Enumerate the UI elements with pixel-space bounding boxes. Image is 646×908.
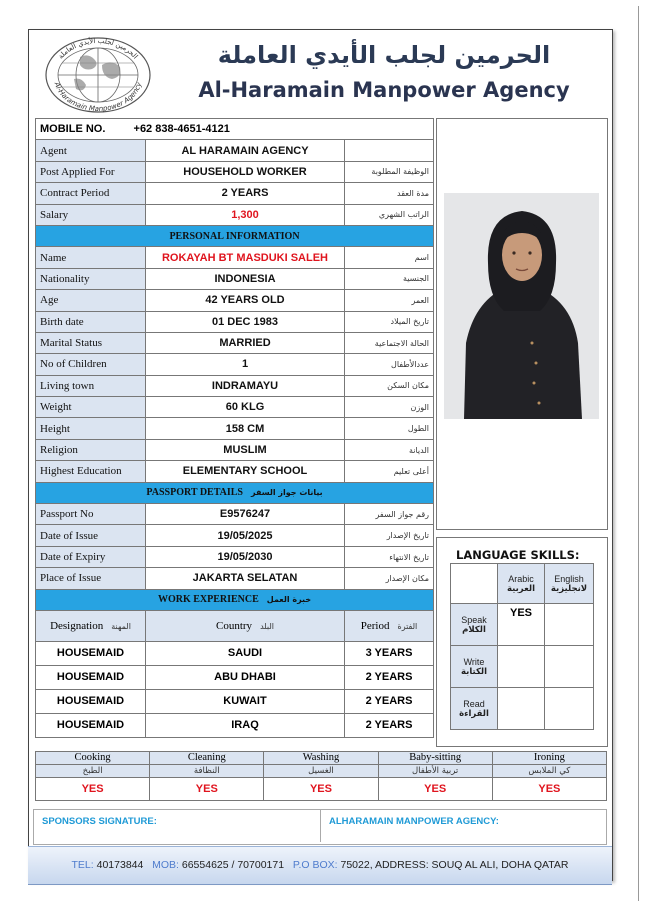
language-skill-label-arabic: القراءة (459, 708, 489, 719)
field-row-post-applied-for (36, 161, 434, 182)
language-skills-table (450, 563, 594, 730)
field-label-arabic: تاريخ الإصدار (345, 525, 434, 546)
field-label: Agent (36, 140, 146, 161)
field-value: JAKARTA SELATAN (146, 568, 345, 589)
agency-name-english: Al-Haramain Manpower Agency (198, 78, 570, 102)
language-english-value (545, 646, 594, 688)
applicant-details-table (35, 118, 434, 738)
field-label-arabic: الحالة الاجتماعية (345, 332, 434, 353)
language-arabic-value (498, 688, 545, 730)
field-value: 60 KLG (146, 397, 345, 418)
field-row-age (36, 290, 434, 311)
tel-label: TEL: (71, 859, 94, 871)
work-header-row (36, 610, 434, 641)
page-edge (634, 6, 639, 901)
field-value: 19/05/2025 (146, 525, 345, 546)
language-row-label (451, 646, 498, 688)
work-row (36, 665, 434, 689)
field-row-name (36, 247, 434, 268)
skill-cleaning-label: Cleaning (150, 752, 264, 765)
language-row-label (451, 688, 498, 730)
language-col-label: English (554, 573, 584, 584)
field-label-arabic: الراتب الشهري (345, 204, 434, 225)
work-country: SAUDI (146, 641, 345, 665)
field-label-arabic: تاريخ الميلاد (345, 311, 434, 332)
language-col-arabic (498, 564, 545, 604)
mob-value: 66554625 / 70700171 (181, 859, 285, 871)
work-period: 3 YEARS (345, 641, 434, 665)
language-row-speak (451, 604, 594, 646)
skills-value-row (36, 778, 607, 801)
field-label: Weight (36, 397, 146, 418)
mobile-value: +62 838-4651-4121 (133, 123, 230, 136)
footer-contact-line (28, 859, 612, 871)
field-label: Age (36, 290, 146, 311)
field-row-nationality (36, 268, 434, 289)
skills-table (35, 751, 607, 801)
field-label-arabic: مكان السكن (345, 375, 434, 396)
field-label: No of Children (36, 354, 146, 375)
passport-section-title: PASSPORT DETAILS (146, 487, 243, 499)
field-label: Birth date (36, 311, 146, 332)
personal-section-header (36, 225, 434, 246)
skill-baby-sitting-value: YES (378, 778, 492, 801)
field-label-arabic: مكان الإصدار (345, 568, 434, 589)
field-value: INDRAMAYU (146, 375, 345, 396)
skills-arabic-row (36, 765, 607, 778)
work-section-title-arabic: خبرة العمل (266, 595, 312, 605)
skill-cooking-label-arabic: الطبخ (36, 765, 150, 778)
field-value: 42 YEARS OLD (146, 290, 345, 311)
field-label-arabic (345, 140, 434, 161)
work-designation: HOUSEMAID (36, 689, 146, 713)
field-label-arabic: أعلى تعليم (345, 461, 434, 482)
language-skills-title: LANGUAGE SKILLS: (456, 548, 580, 562)
field-label-arabic: رقم جواز السفر (345, 504, 434, 525)
language-arabic-value: YES (498, 604, 545, 646)
mobile-label: MOBILE NO. (40, 123, 106, 136)
field-label-arabic: مدة العقد (345, 183, 434, 204)
field-label-arabic: الوزن (345, 397, 434, 418)
field-row-contract-period (36, 183, 434, 204)
field-label-arabic: الطول (345, 418, 434, 439)
field-row-no-of-children (36, 354, 434, 375)
work-section-title: WORK EXPERIENCE (157, 594, 259, 606)
field-label-arabic: عددالأطفال (345, 354, 434, 375)
skill-washing-label-arabic: الغسيل (264, 765, 378, 778)
field-label: Contract Period (36, 183, 146, 204)
work-header-label-arabic: البلد (260, 621, 274, 631)
language-col-label: Arabic (508, 573, 534, 584)
work-header-designation (36, 610, 146, 641)
work-header-label: Period (360, 619, 390, 632)
field-row-height (36, 418, 434, 439)
field-label: Living town (36, 375, 146, 396)
field-row-living-town (36, 375, 434, 396)
field-value: 01 DEC 1983 (146, 311, 345, 332)
language-arabic-value (498, 646, 545, 688)
field-label: Date of Expiry (36, 546, 146, 567)
language-col-english (545, 564, 594, 604)
skill-ironing-value: YES (492, 778, 606, 801)
logo-arabic-text: الحرمين لجلب الأيدي العاملة (56, 36, 140, 61)
field-label-arabic: اسم (345, 247, 434, 268)
language-row-read (451, 688, 594, 730)
skill-baby-sitting-label: Baby-sitting (378, 752, 492, 765)
language-col-label-arabic: العربية (506, 583, 535, 594)
language-skill-label: Speak (461, 614, 487, 625)
tel-value: 40173844 (96, 859, 144, 871)
work-country: IRAQ (146, 713, 345, 737)
work-section-header (36, 589, 434, 610)
language-col-label-arabic: لانجليزية (550, 583, 588, 594)
passport-section-title-arabic: بيانات جواز السفر (251, 488, 323, 498)
work-header-label-arabic: الفترة (397, 621, 418, 631)
work-header-label: Designation (50, 619, 104, 632)
work-row (36, 689, 434, 713)
agency-header (32, 33, 608, 115)
field-row-marital-status (36, 332, 434, 353)
skill-cleaning-value: YES (150, 778, 264, 801)
language-english-value (545, 604, 594, 646)
field-value: 19/05/2030 (146, 546, 345, 567)
skill-ironing-label-arabic: كي الملابس (492, 765, 606, 778)
field-row-date-of-issue (36, 525, 434, 546)
field-value: 158 CM (146, 418, 345, 439)
language-skill-label-arabic: الكتابة (460, 666, 488, 677)
field-value: E9576247 (146, 504, 345, 525)
work-period: 2 YEARS (345, 665, 434, 689)
contact-footer (28, 846, 612, 885)
skill-washing-label: Washing (264, 752, 378, 765)
field-label-arabic: الجنسية (345, 268, 434, 289)
skill-cooking-value: YES (36, 778, 150, 801)
field-label: Post Applied For (36, 161, 146, 182)
pobox-value: 75022, ADDRESS: SOUQ AL ALI, DOHA QATAR (340, 859, 569, 871)
work-header-label-arabic: المهنة (111, 621, 131, 631)
field-label: Name (36, 247, 146, 268)
language-skill-label: Read (463, 698, 485, 709)
field-row-birth-date (36, 311, 434, 332)
language-header-row (451, 564, 594, 604)
field-row-date-of-expiry (36, 546, 434, 567)
field-row-salary (36, 204, 434, 225)
work-header-label: Country (216, 619, 253, 632)
field-value: ROKAYAH BT MASDUKI SALEH (146, 247, 345, 268)
field-row-religion (36, 439, 434, 460)
field-value: 2 YEARS (146, 183, 345, 204)
work-period: 2 YEARS (345, 713, 434, 737)
skill-baby-sitting-label-arabic: تربية الأطفال (378, 765, 492, 778)
field-label: Marital Status (36, 332, 146, 353)
work-designation: HOUSEMAID (36, 713, 146, 737)
work-designation: HOUSEMAID (36, 665, 146, 689)
field-row-weight (36, 397, 434, 418)
skills-name-row (36, 752, 607, 765)
agency-globe-logo (40, 35, 156, 113)
logo-english-text: Al-Haramain Manpower Agency (52, 81, 144, 113)
field-label: Highest Education (36, 461, 146, 482)
skill-cooking-label: Cooking (36, 752, 150, 765)
field-value: HOUSEHOLD WORKER (146, 161, 345, 182)
field-value: AL HARAMAIN AGENCY (146, 140, 345, 161)
skill-ironing-label: Ironing (492, 752, 606, 765)
agency-name-arabic: الحرمين لجلب الأيدي العاملة (217, 41, 551, 69)
language-corner (451, 564, 498, 604)
language-row-write (451, 646, 594, 688)
field-value: INDONESIA (146, 268, 345, 289)
field-value: 1,300 (146, 204, 345, 225)
pobox-label: P.O BOX: (292, 859, 338, 871)
mobile-row (36, 119, 434, 140)
field-label-arabic: تاريخ الانتهاء (345, 546, 434, 567)
language-english-value (545, 688, 594, 730)
skill-cleaning-label-arabic: النظافة (150, 765, 264, 778)
work-designation: HOUSEMAID (36, 641, 146, 665)
field-label: Place of Issue (36, 568, 146, 589)
passport-section-header (36, 482, 434, 503)
field-row-place-of-issue (36, 568, 434, 589)
field-label-arabic: العمر (345, 290, 434, 311)
field-label-arabic: الديانة (345, 439, 434, 460)
field-value: ELEMENTARY SCHOOL (146, 461, 345, 482)
field-label-arabic: الوظيفة المطلوبة (345, 161, 434, 182)
sponsor-signature-label: SPONSORS SIGNATURE: (42, 816, 157, 827)
field-value: MARRIED (146, 332, 345, 353)
field-label: Passport No (36, 504, 146, 525)
field-value: MUSLIM (146, 439, 345, 460)
field-label: Salary (36, 204, 146, 225)
work-row (36, 713, 434, 737)
work-row (36, 641, 434, 665)
personal-section-title: PERSONAL INFORMATION (169, 230, 300, 242)
field-label: Height (36, 418, 146, 439)
work-country: KUWAIT (146, 689, 345, 713)
field-label: Nationality (36, 268, 146, 289)
language-skill-label-arabic: الكلام (462, 624, 486, 635)
applicant-photo (444, 193, 599, 419)
field-value: 1 (146, 354, 345, 375)
mob-label: MOB: (152, 859, 179, 871)
field-label: Religion (36, 439, 146, 460)
field-row-passport-no (36, 504, 434, 525)
field-label: Date of Issue (36, 525, 146, 546)
language-row-label (451, 604, 498, 646)
agency-signature-label: ALHARAMAIN MANPOWER AGENCY: (329, 816, 499, 827)
work-header-country (146, 610, 345, 641)
language-skill-label: Write (463, 656, 485, 667)
skill-washing-value: YES (264, 778, 378, 801)
work-period: 2 YEARS (345, 689, 434, 713)
field-row-highest-education (36, 461, 434, 482)
work-header-period (345, 610, 434, 641)
work-country: ABU DHABI (146, 665, 345, 689)
field-row-agent (36, 140, 434, 161)
